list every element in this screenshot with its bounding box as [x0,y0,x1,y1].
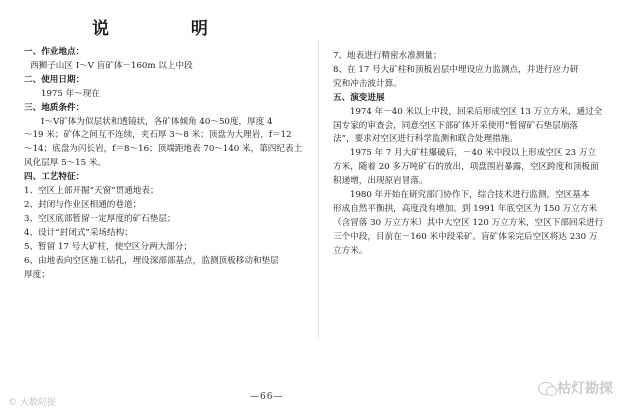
progress-line: 形成自然平衡拱，高度没有增加。到 1991 年底空区为 150 万立方米 [333,203,598,214]
process-item: 厚度； [24,269,50,280]
progress-line: 1975 年 7 月大矿柱爆破后，－40 米中段以上形成空区 23 万立 [350,148,597,159]
progress-line: 方米，随着 20 多万吨矿石的放出，项盘围岩暴露，空区跨度和顶板面 [333,162,599,173]
progress-line: 三个中段，目前在－160 米中段采矿。盲矿体采完后空区将达 230 万 [333,231,598,242]
geology-line: ～19 米；矿体之间互不连续，夹石厚 3～8 米；顶盘为大理岩，f＝12 [24,130,292,141]
process-item: 8、在 17 号大矿柱和顶板岩层中埋设应力监测点，并进行应力研 [333,64,579,75]
watermark-right [538,378,613,398]
process-item: 2、封闭与作业区相通的巷道； [24,199,142,210]
process-item: 究和冲击波计算。 [333,78,402,89]
wechat-icon [538,382,554,395]
left-column [24,46,306,282]
column-divider [318,40,319,340]
progress-line: 积递增，出现原岩冒落。 [333,176,428,187]
process-item: 7、地表进行精密水准测量； [333,51,442,61]
process-item: 3、空区底部暂留一定厚度的矿石垫层； [24,213,176,224]
geology-line: 风化层厚 5～15 米。 [24,158,107,169]
process-item: 4、设计“封闭式”采场结构； [24,227,133,238]
process-item: 5、暂留 17 号大矿柱，使空区分两大部分； [24,241,192,252]
right-column [333,50,623,259]
watermark-right-text: 枯灯勘探 [557,381,613,397]
geology-line: Ⅰ～Ⅴ矿体为似层状和透镜状，各矿体倾角 40～50度，厚度 4 [41,116,273,127]
process-item: 6、由地表向空区施工钻孔，埋设深部部基点，监测顶板移动和垫层 [24,255,279,266]
progress-line: 1980 年开始在研究部门协作下，综合技术进行监测，空区基本 [350,190,590,201]
progress-line: 法”，要求对空区进行科学监测和联合处理措施。 [333,134,518,145]
page-title: 说 明 [92,19,246,39]
geology-line: ～14；底盘为闪长岩，f＝8～16；顶端距地表 70～140 米，第四纪表土 [24,144,303,155]
watermark-left: © 大数院提 [8,398,56,408]
progress-line: 1974 年－40 米以上中段，回采后形成空区 13 万立方米，通过全 [350,106,603,117]
section-heading-date: 二、使用日期： [24,74,85,85]
section-heading-progress: 五、演变进展 [333,92,385,103]
section-heading-process: 四、工艺特征： [24,172,85,183]
progress-line: （含冒落 30 万立方米）其中大空区 120 万立方米，空区下部回采进行 [333,217,604,228]
page-number: —66— [250,392,284,402]
location-text: 西狮子山区 Ⅰ～Ⅴ 盲矿体－160m 以上中段 [30,60,193,71]
date-text: 1975 年～现在 [41,88,100,99]
progress-line: 国专家的审查会，同意空区下部矿体开采使用“暂留矿石垫层崩落 [333,120,579,131]
section-heading-geology: 三、地质条件： [24,102,85,113]
progress-line: 立方米。 [333,245,368,256]
process-item: 1、空区上部开掘“天窗”贯通地表； [24,186,159,197]
section-heading-location: 一、作业地点： [24,47,85,57]
